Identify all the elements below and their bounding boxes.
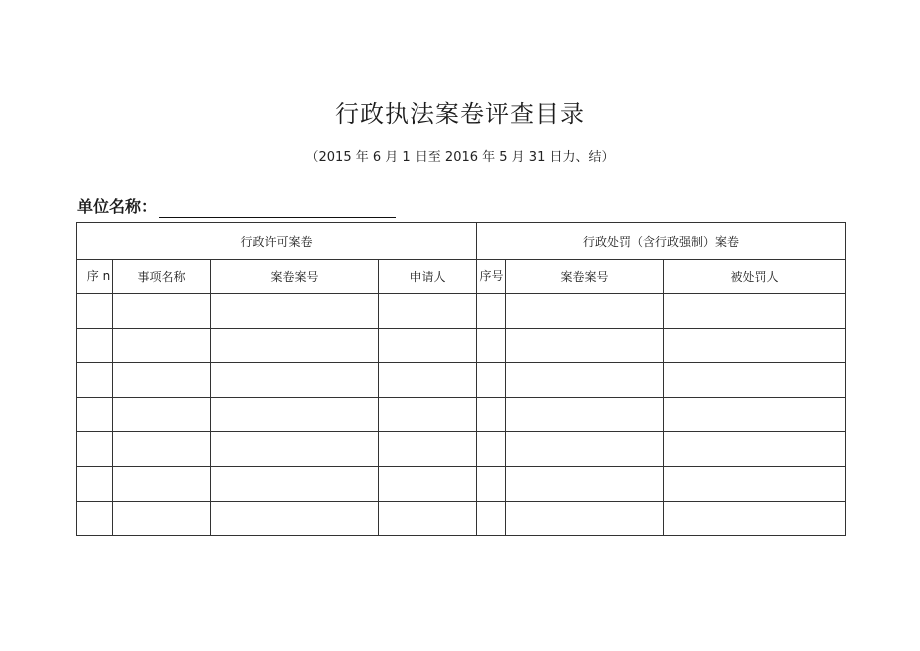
table-cell-case-number-left[interactable]: [211, 363, 379, 398]
table-cell-seq-right[interactable]: [477, 432, 506, 467]
table-cell-seq-left[interactable]: [77, 328, 113, 363]
col-header-applicant: 申请人: [379, 260, 477, 294]
table-cell-case-number-right[interactable]: [506, 466, 664, 501]
table-cell-seq-right[interactable]: [477, 466, 506, 501]
table-row: [77, 501, 846, 536]
table-cell-item-name[interactable]: [113, 294, 211, 329]
table-cell-penalized-party[interactable]: [664, 397, 846, 432]
table-cell-applicant[interactable]: [379, 397, 477, 432]
table-cell-applicant[interactable]: [379, 501, 477, 536]
unit-name-row: [77, 194, 396, 218]
table-row: [77, 466, 846, 501]
period-subtitle: （2015 年 6 月 1 日至 2016 年 5 月 31 日力、结）: [305, 150, 615, 165]
table-cell-case-number-right[interactable]: [506, 501, 664, 536]
table-cell-seq-right[interactable]: [477, 363, 506, 398]
table-cell-case-number-left[interactable]: [211, 397, 379, 432]
table-cell-case-number-left[interactable]: [211, 466, 379, 501]
table-cell-case-number-right[interactable]: [506, 397, 664, 432]
table-cell-applicant[interactable]: [379, 466, 477, 501]
unit-name-label: 单位名称：: [77, 197, 158, 216]
table-cell-seq-left[interactable]: [77, 397, 113, 432]
column-header-row: [77, 260, 846, 294]
table-cell-case-number-right[interactable]: [506, 363, 664, 398]
table-cell-penalized-party[interactable]: [664, 432, 846, 467]
col-header-seq-right: 序号: [477, 260, 506, 294]
table-cell-penalized-party[interactable]: [664, 501, 846, 536]
table-cell-item-name[interactable]: [113, 397, 211, 432]
table-cell-item-name[interactable]: [113, 501, 211, 536]
group-header-license: 行政许可案卷: [77, 223, 477, 260]
table-cell-case-number-left[interactable]: [211, 294, 379, 329]
table-cell-item-name[interactable]: [113, 466, 211, 501]
col-header-seq-left: 序 n: [77, 260, 113, 294]
table-cell-applicant[interactable]: [379, 432, 477, 467]
table-cell-case-number-right[interactable]: [506, 294, 664, 329]
table-cell-applicant[interactable]: [379, 328, 477, 363]
table-cell-penalized-party[interactable]: [664, 466, 846, 501]
page-title: 行政执法案卷评查目录: [335, 100, 585, 128]
col-header-case-number-left: 案卷案号: [211, 260, 379, 294]
table-cell-seq-right[interactable]: [477, 501, 506, 536]
col-header-item-name: 事项名称: [113, 260, 211, 294]
table-cell-item-name[interactable]: [113, 328, 211, 363]
table-cell-penalized-party[interactable]: [664, 328, 846, 363]
table-cell-case-number-left[interactable]: [211, 328, 379, 363]
table-cell-seq-left[interactable]: [77, 294, 113, 329]
table-cell-seq-left[interactable]: [77, 466, 113, 501]
table-cell-item-name[interactable]: [113, 432, 211, 467]
table-cell-case-number-right[interactable]: [506, 328, 664, 363]
table-cell-penalized-party[interactable]: [664, 294, 846, 329]
table-cell-seq-right[interactable]: [477, 328, 506, 363]
catalog-table: [76, 222, 846, 536]
table-cell-seq-left[interactable]: [77, 432, 113, 467]
table-cell-case-number-right[interactable]: [506, 432, 664, 467]
table-cell-penalized-party[interactable]: [664, 363, 846, 398]
unit-name-blank[interactable]: [159, 200, 396, 218]
table-cell-seq-right[interactable]: [477, 294, 506, 329]
table-row: [77, 328, 846, 363]
table-row: [77, 294, 846, 329]
table-row: [77, 363, 846, 398]
table-cell-item-name[interactable]: [113, 363, 211, 398]
table-cell-seq-left[interactable]: [77, 501, 113, 536]
table-cell-case-number-left[interactable]: [211, 501, 379, 536]
group-header-penalty: 行政处罚（含行政强制）案卷: [477, 223, 846, 260]
table-cell-case-number-left[interactable]: [211, 432, 379, 467]
table-cell-seq-right[interactable]: [477, 397, 506, 432]
table-cell-applicant[interactable]: [379, 294, 477, 329]
col-header-penalized-party: 被处罚人: [664, 260, 846, 294]
group-header-row: [77, 223, 846, 260]
table-row: [77, 397, 846, 432]
col-header-case-number-right: 案卷案号: [506, 260, 664, 294]
table-row: [77, 432, 846, 467]
table-cell-applicant[interactable]: [379, 363, 477, 398]
table-cell-seq-left[interactable]: [77, 363, 113, 398]
